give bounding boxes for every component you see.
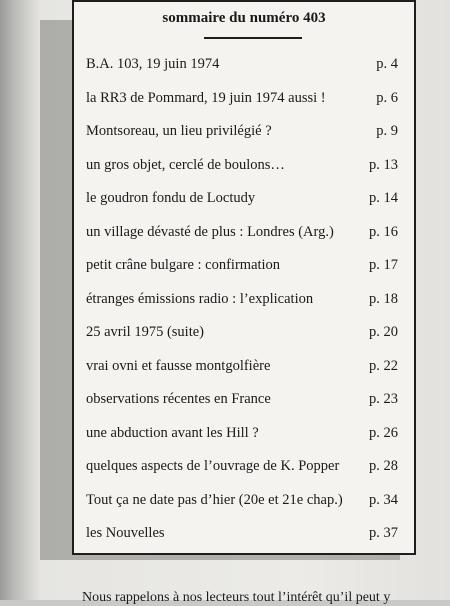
toc-entry xyxy=(86,423,398,443)
toc-entry-title: B.A. 103, 19 juin 1974 xyxy=(86,56,220,72)
toc-entry-title: étranges émissions radio : l’explication xyxy=(86,290,314,307)
toc-entry xyxy=(86,255,398,275)
toc-entry-page: p. 16 xyxy=(369,223,398,240)
toc-entry xyxy=(86,490,398,510)
toc-entry xyxy=(86,121,398,141)
toc-entry-page: p. 6 xyxy=(376,89,398,106)
toc-entry xyxy=(86,322,398,342)
toc-entry-title: vrai ovni et fausse montgolfière xyxy=(86,357,271,374)
toc-entry-title: Tout ça ne date pas d’hier (20e et 21e chap.) xyxy=(86,491,343,508)
footer-paragraph: Nous rappelons à nos lecteurs tout l’intérêt qu’il peut y xyxy=(82,590,391,605)
toc-entry xyxy=(86,389,398,409)
toc-entry xyxy=(86,188,398,208)
toc-entry-page: p. 37 xyxy=(369,525,398,541)
toc-entry-page: p. 17 xyxy=(369,257,398,273)
table-of-contents-box xyxy=(72,0,416,555)
toc-entry-page: p. 34 xyxy=(369,491,398,508)
toc-entry-title: un village dévasté de plus : Londres (Arg.) xyxy=(86,223,334,240)
toc-entry-page: p. 22 xyxy=(369,357,398,374)
toc-entry-page: p. 4 xyxy=(376,56,398,72)
toc-entry xyxy=(86,523,398,543)
toc-entry xyxy=(86,155,398,175)
toc-entry xyxy=(86,54,398,74)
toc-entry-title: les Nouvelles xyxy=(86,525,165,541)
toc-entry xyxy=(86,88,398,108)
toc-entry-title: le goudron fondu de Loctudy xyxy=(86,190,256,206)
toc-entry-page: p. 28 xyxy=(369,458,398,474)
toc-entry xyxy=(86,289,398,309)
toc-entry-page: p. 13 xyxy=(369,156,398,173)
toc-entry-title: petit crâne bulgare : confirmation xyxy=(86,257,281,273)
toc-entry-page: p. 18 xyxy=(369,290,398,307)
toc-entry-title: 25 avril 1975 (suite) xyxy=(86,324,204,340)
toc-entry-page: p. 26 xyxy=(369,424,398,441)
toc-entry-title: la RR3 de Pommard, 19 juin 1974 aussi ! xyxy=(86,89,326,106)
toc-entry-page: p. 23 xyxy=(369,391,398,407)
toc-entry-title: un gros objet, cerclé de boulons… xyxy=(86,156,285,173)
toc-entry-page: p. 14 xyxy=(369,190,398,206)
toc-title: sommaire du numéro 403 xyxy=(162,10,326,26)
toc-entry xyxy=(86,222,398,242)
toc-entry-title: une abduction avant les Hill ? xyxy=(86,424,259,441)
toc-entry-page: p. 9 xyxy=(376,123,398,139)
title-underline xyxy=(204,37,302,39)
toc-entry-title: observations récentes en France xyxy=(86,391,271,407)
toc-entry-title: quelques aspects de l’ouvrage de K. Popper xyxy=(86,458,340,474)
toc-entry-title: Montsoreau, un lieu privilégié ? xyxy=(86,123,272,139)
toc-entry xyxy=(86,456,398,476)
toc-entry xyxy=(86,356,398,376)
toc-entry-page: p. 20 xyxy=(369,324,398,340)
